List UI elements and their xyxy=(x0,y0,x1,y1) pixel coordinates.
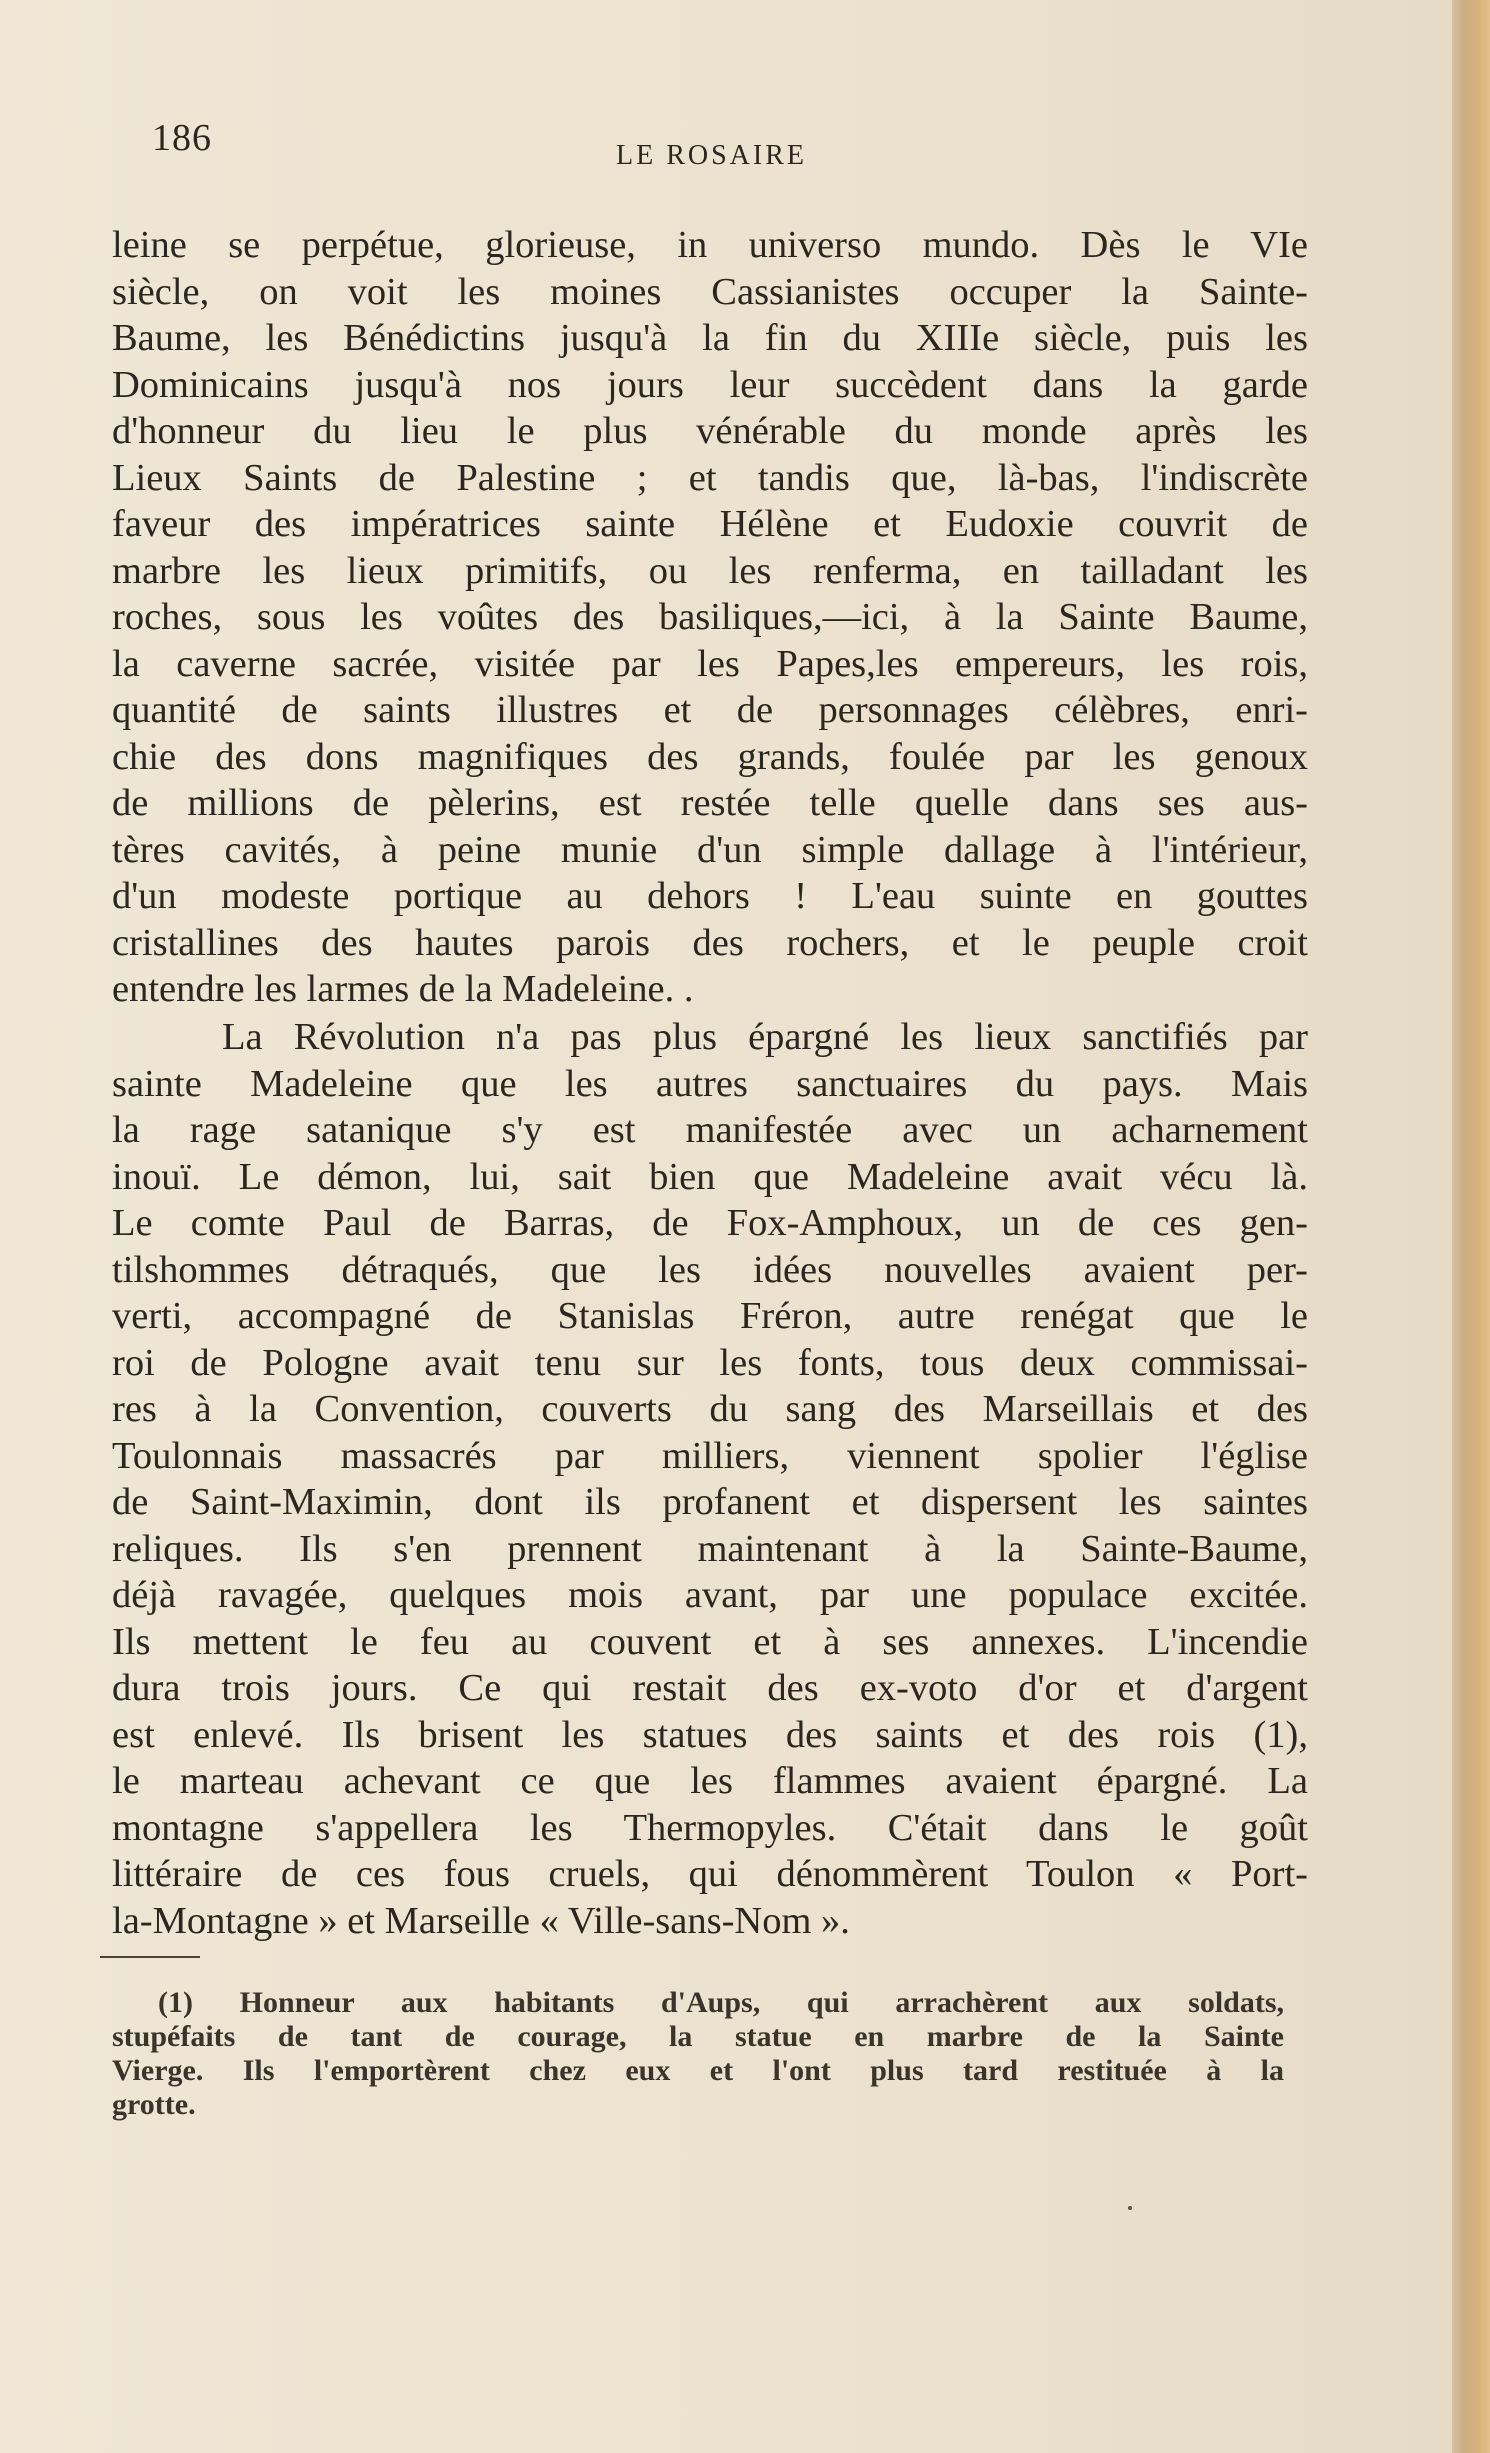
text-line: littéraire de ces fous cruels, qui dénommèrent Toulon « Port- xyxy=(112,1853,1308,1895)
text-line: roches, sous les voûtes des basiliques,—ici, à la Sainte Baume, xyxy=(112,596,1308,638)
footnote-line: Vierge. Ils l'emportèrent chez eux et l'ont plus tard restituée à la xyxy=(112,2054,1284,2087)
text-line: leine se perpétue, glorieuse, in universo mundo. Dès le VIe xyxy=(112,224,1308,266)
text-line: Lieux Saints de Palestine ; et tandis que, là-bas, l'indiscrète xyxy=(112,456,1308,499)
text-line: la caverne sacrée, visitée par les Papes,les empereurs, les rois, xyxy=(112,642,1308,685)
text-line: marbre les lieux primitifs, ou les renferma, en tailladant les xyxy=(112,549,1308,592)
text-line: Dominicains jusqu'à nos jours leur succèdent dans la garde xyxy=(112,363,1308,406)
text-line: roi de Pologne avait tenu sur les fonts, tous deux commissai- xyxy=(112,1341,1308,1384)
footnote-line: grotte. xyxy=(112,2088,196,2121)
text-line: Toulonnais massacrés par milliers, viennent spolier l'église xyxy=(112,1434,1308,1477)
text-line: est enlevé. Ils brisent les statues des saints et des rois (1), xyxy=(112,1713,1308,1756)
text-line: reliques. Ils s'en prennent maintenant à la Sainte-Baume, xyxy=(112,1527,1308,1570)
text-line: le marteau achevant ce que les flammes avaient épargné. La xyxy=(112,1760,1308,1802)
paragraph-1 xyxy=(112,222,1308,1013)
text-line: inouï. Le démon, lui, sait bien que Madeleine avait vécu là. xyxy=(112,1155,1308,1198)
text-line: res à la Convention, couverts du sang des Marseillais et des xyxy=(112,1388,1308,1430)
text-line: de millions de pèlerins, est restée telle quelle dans ses aus- xyxy=(112,782,1308,824)
text-line: dura trois jours. Ce qui restait des ex-voto d'or et d'argent xyxy=(112,1667,1308,1709)
text-line: montagne s'appellera les Thermopyles. C'était dans le goût xyxy=(112,1806,1308,1849)
text-line: d'honneur du lieu le plus vénérable du monde après les xyxy=(112,410,1308,452)
text-line: verti, accompagné de Stanislas Fréron, autre renégat que le xyxy=(112,1295,1308,1337)
footnote xyxy=(112,1986,1284,2122)
text-line: Baume, les Bénédictins jusqu'à la fin du XIIIe siècle, puis les xyxy=(112,317,1308,359)
text-line: siècle, on voit les moines Cassianistes occuper la Sainte- xyxy=(112,270,1308,313)
page-number: 186 xyxy=(152,117,212,159)
text-line: entendre les larmes de la Madeleine. . xyxy=(112,968,694,1010)
footnote-line: (1) Honneur aux habitants d'Aups, qui arrachèrent aux soldats, xyxy=(158,1986,1284,2019)
text-line: sainte Madeleine que les autres sanctuaires du pays. Mais xyxy=(112,1062,1308,1105)
footnote-line: stupéfaits de tant de courage, la statue en marbre de la Sainte xyxy=(112,2020,1284,2053)
text-line: chie des dons magnifiques des grands, foulée par les genoux xyxy=(112,735,1308,778)
text-line: Ils mettent le feu au couvent et à ses annexes. L'incendie xyxy=(112,1620,1308,1663)
text-line: la rage satanique s'y est manifestée avec un acharnement xyxy=(112,1109,1308,1151)
running-head: LE ROSAIRE xyxy=(616,140,807,171)
text-line: quantité de saints illustres et de personnages célèbres, enri- xyxy=(112,689,1308,731)
page-edge xyxy=(1452,0,1490,2453)
text-line: La Révolution n'a pas plus épargné les lieux sanctifiés par xyxy=(222,1016,1308,1058)
text-line: la-Montagne » et Marseille « Ville-sans-Nom ». xyxy=(112,1899,850,1942)
text-line: Le comte Paul de Barras, de Fox-Amphoux, un de ces gen- xyxy=(112,1202,1308,1244)
text-line: faveur des impératrices sainte Hélène et Eudoxie couvrit de xyxy=(112,503,1308,545)
footnote-divider xyxy=(100,1956,200,1958)
text-line: de Saint-Maximin, dont ils profanent et dispersent les saintes xyxy=(112,1481,1308,1523)
text-line: tilshommes détraqués, que les idées nouvelles avaient per- xyxy=(112,1248,1308,1291)
text-line: cristallines des hautes parois des rochers, et le peuple croit xyxy=(112,921,1308,964)
ink-speck xyxy=(1128,2206,1132,2210)
text-line: tères cavités, à peine munie d'un simple dallage à l'intérieur, xyxy=(112,828,1308,871)
text-line: d'un modeste portique au dehors ! L'eau suinte en gouttes xyxy=(112,875,1308,917)
text-line: déjà ravagée, quelques mois avant, par une populace excitée. xyxy=(112,1574,1308,1616)
paragraph-2 xyxy=(112,1014,1308,1944)
